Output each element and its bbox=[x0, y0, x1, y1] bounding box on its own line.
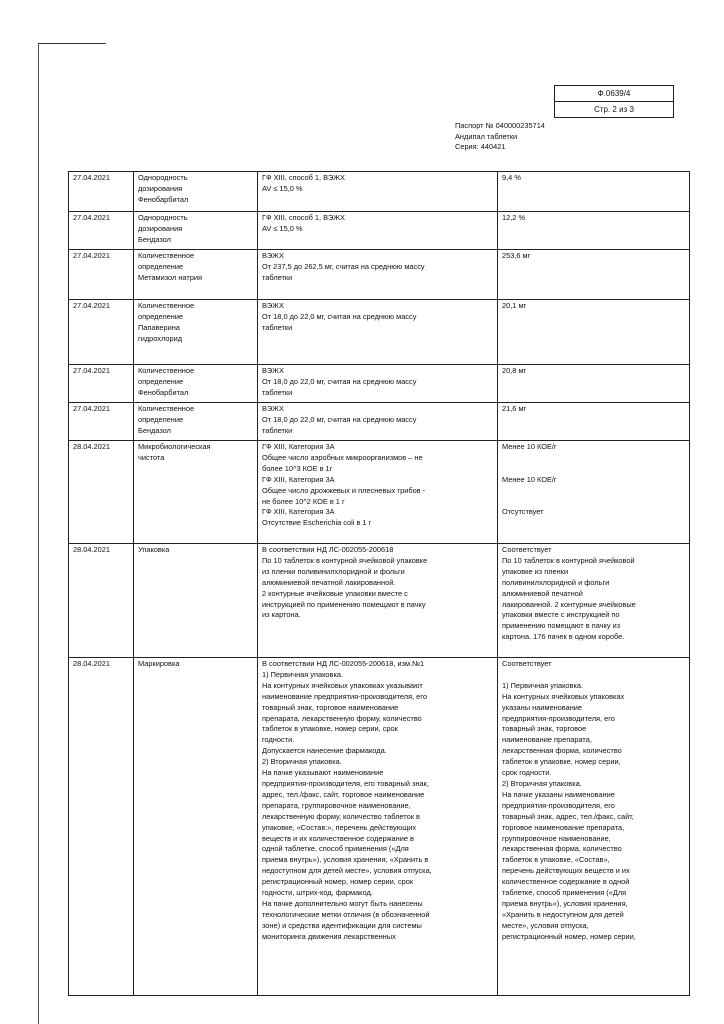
test-name-text: Однородность дозирования Фенобарбитал bbox=[138, 173, 189, 204]
test-name-text: Количественное определение Метамизол натрия bbox=[138, 251, 202, 282]
result-text: Соответствует По 10 таблеток в контурной ячейковой упаковке из пленки поливинилхлоридной и фольги алюминиевой печатной лакированной. 2 контурные ячейковые упаковки вместе с инструкцией по применению помещают в пачку из картона. 176 пачек в одном коробе. bbox=[502, 545, 636, 642]
test-name-text: Однородность дозирования Бендазол bbox=[138, 213, 188, 244]
test-name bbox=[134, 172, 258, 212]
requirement bbox=[258, 403, 498, 441]
scan-edge-left bbox=[38, 44, 39, 1024]
test-name-text: Количественное определение Папаверина гидрохлорид bbox=[138, 301, 195, 343]
table-row bbox=[69, 250, 690, 300]
row-date: 27.04.2021 bbox=[69, 172, 134, 212]
requirement-text: ВЭЖХ От 18,0 до 22,0 мг, считая на среднюю массу таблетки bbox=[262, 366, 417, 397]
requirement bbox=[258, 250, 498, 300]
form-code-box bbox=[554, 85, 674, 118]
result-text: Менее 10 КОЕ/г Менее 10 КОЕ/г Отсутствует bbox=[502, 442, 557, 517]
scan-edge-top bbox=[38, 43, 106, 44]
table-row bbox=[69, 212, 690, 250]
result bbox=[498, 544, 690, 658]
requirement bbox=[258, 212, 498, 250]
requirement bbox=[258, 658, 498, 996]
requirement bbox=[258, 441, 498, 544]
test-name bbox=[134, 403, 258, 441]
result-text: 21,6 мг bbox=[502, 404, 527, 413]
test-name-text: Количественное определение Бендазол bbox=[138, 404, 195, 435]
test-name bbox=[134, 544, 258, 658]
row-date: 27.04.2021 bbox=[69, 250, 134, 300]
series-number: Серия: 440421 bbox=[455, 142, 506, 151]
result bbox=[498, 212, 690, 250]
table-row bbox=[69, 658, 690, 996]
requirement-text: В соответствии НД ЛС-002055-200618, изм.№1 1) Первичная упаковка. На контурных ячейковых упаковках указывают наименование предприятия-производителя, его товарный знак, торговое наименование препарата, лекарственную форму, количество таблеток в упаковке, номер серии, срок годности. Допускается нанесение фармакода. 2) Вторичная упаковка. На пачке указывают наименование предприятия-производителя, его товарный знак, адрес, тел./факс, сайт, торговое наименование препарата, группировочное наименование, лекарственную форму, количество таблеток в упаковке, «Состав:», перечень действующих веществ и их количественное содержание в одной таблетке, способ применения («Для приема внутрь»), условия хранения, «Хранить в недоступном для детей месте», условия отпуска, регистрационный номер, номер серии, срок годности, штрих-код, фармакод. На пачке дополнительно могут быть нанесены технологические метки отличия (в обозначенной зоне) и средства идентификации для системы мониторинга движения лекарственных bbox=[262, 659, 432, 941]
requirement-text: ВЭЖХ От 18,0 до 22,0 мг, считая на среднюю массу таблетки bbox=[262, 404, 417, 435]
result bbox=[498, 658, 690, 996]
requirement-text: ГФ XIII, способ 1, ВЭЖХ AV ≤ 15,0 % bbox=[262, 173, 345, 193]
test-results-table bbox=[68, 171, 690, 996]
requirement-text: ГФ XIII, способ 1, ВЭЖХ AV ≤ 15,0 % bbox=[262, 213, 345, 233]
requirement-text: ВЭЖХ От 18,0 до 22,0 мг, считая на среднюю массу таблетки bbox=[262, 301, 417, 332]
result bbox=[498, 441, 690, 544]
result bbox=[498, 250, 690, 300]
table-row bbox=[69, 300, 690, 365]
requirement-text: ГФ XIII, Категория 3А Общее число аэробных микроорганизмов – не более 10^3 КОЕ в 1г ГФ XIII, Категория 3А Общее число дрожжевых и плесневых грибов - не более 10^2 КОЕ в 1 г ГФ XIII, Категория 3А Отсутствие Escherichia coli в 1 г bbox=[262, 442, 426, 528]
passport-header bbox=[455, 121, 545, 153]
requirement-text: ВЭЖХ От 237,5 до 262,5 мг, считая на среднюю массу таблетки bbox=[262, 251, 425, 282]
row-date: 27.04.2021 bbox=[69, 300, 134, 365]
requirement bbox=[258, 300, 498, 365]
page-counter: Стр. 2 из 3 bbox=[594, 105, 634, 114]
test-name bbox=[134, 365, 258, 403]
test-name bbox=[134, 250, 258, 300]
test-name bbox=[134, 441, 258, 544]
result bbox=[498, 300, 690, 365]
table-row bbox=[69, 365, 690, 403]
requirement bbox=[258, 172, 498, 212]
test-name bbox=[134, 300, 258, 365]
table-row bbox=[69, 544, 690, 658]
result-text: 9,4 % bbox=[502, 173, 521, 182]
row-date: 28.04.2021 bbox=[69, 544, 134, 658]
form-code: Ф.0639/4 bbox=[555, 86, 673, 102]
result-text: Соответствует 1) Первичная упаковка. На контурных ячейковых упаковках указаны наименование предприятия-производителя, его товарный знак, торговое наименование препарата, лекарственная форма, количество таблеток в упаковке, номер серии, срок годности. 2) Вторичная упаковка. На пачке указаны наименование предприятия-производителя, его товарный знак, адрес, тел./факс, сайт, торговое наименование препарата, группировочное наименование, лекарственная форма, количество таблеток в упаковке, «Состав», перечень действующих веществ и их количественное содержание в одной таблетке, способ применения («Для приема внутрь»), условия хранения, «Хранить в недоступном для детей месте», условия отпуска, регистрационный номер, номер серии, bbox=[502, 659, 636, 941]
row-date: 28.04.2021 bbox=[69, 658, 134, 996]
test-name-text: Упаковка bbox=[138, 545, 170, 554]
passport-number: Паспорт № 040000235714 bbox=[455, 121, 545, 130]
row-date: 27.04.2021 bbox=[69, 403, 134, 441]
result bbox=[498, 365, 690, 403]
test-name-text: Маркировка bbox=[138, 659, 180, 668]
result bbox=[498, 172, 690, 212]
requirement bbox=[258, 544, 498, 658]
result-text: 253,6 мг bbox=[502, 251, 531, 260]
result-text: 12,2 % bbox=[502, 213, 526, 222]
result-text: 20,8 мг bbox=[502, 366, 527, 375]
table-row bbox=[69, 441, 690, 544]
result-text: 20,1 мг bbox=[502, 301, 527, 310]
requirement-text: В соответствии НД ЛС-002055-200618 По 10 таблеток в контурной ячейковой упаковке из пленки поливинилхлоридной и фольги алюминиевой печатной лакированной. 2 контурные ячейковые упаковки вместе с инструкцией по применению помещают в пачку из картона. bbox=[262, 545, 428, 620]
result bbox=[498, 403, 690, 441]
row-date: 28.04.2021 bbox=[69, 441, 134, 544]
test-name-text: Микробиологическая чистота bbox=[138, 442, 211, 462]
row-date: 27.04.2021 bbox=[69, 365, 134, 403]
test-name bbox=[134, 212, 258, 250]
requirement bbox=[258, 365, 498, 403]
test-name-text: Количественное определение Фенобарбитал bbox=[138, 366, 195, 397]
product-name: Андипал таблетки bbox=[455, 131, 518, 141]
test-name bbox=[134, 658, 258, 996]
table-row bbox=[69, 403, 690, 441]
table-row bbox=[69, 172, 690, 212]
row-date: 27.04.2021 bbox=[69, 212, 134, 250]
